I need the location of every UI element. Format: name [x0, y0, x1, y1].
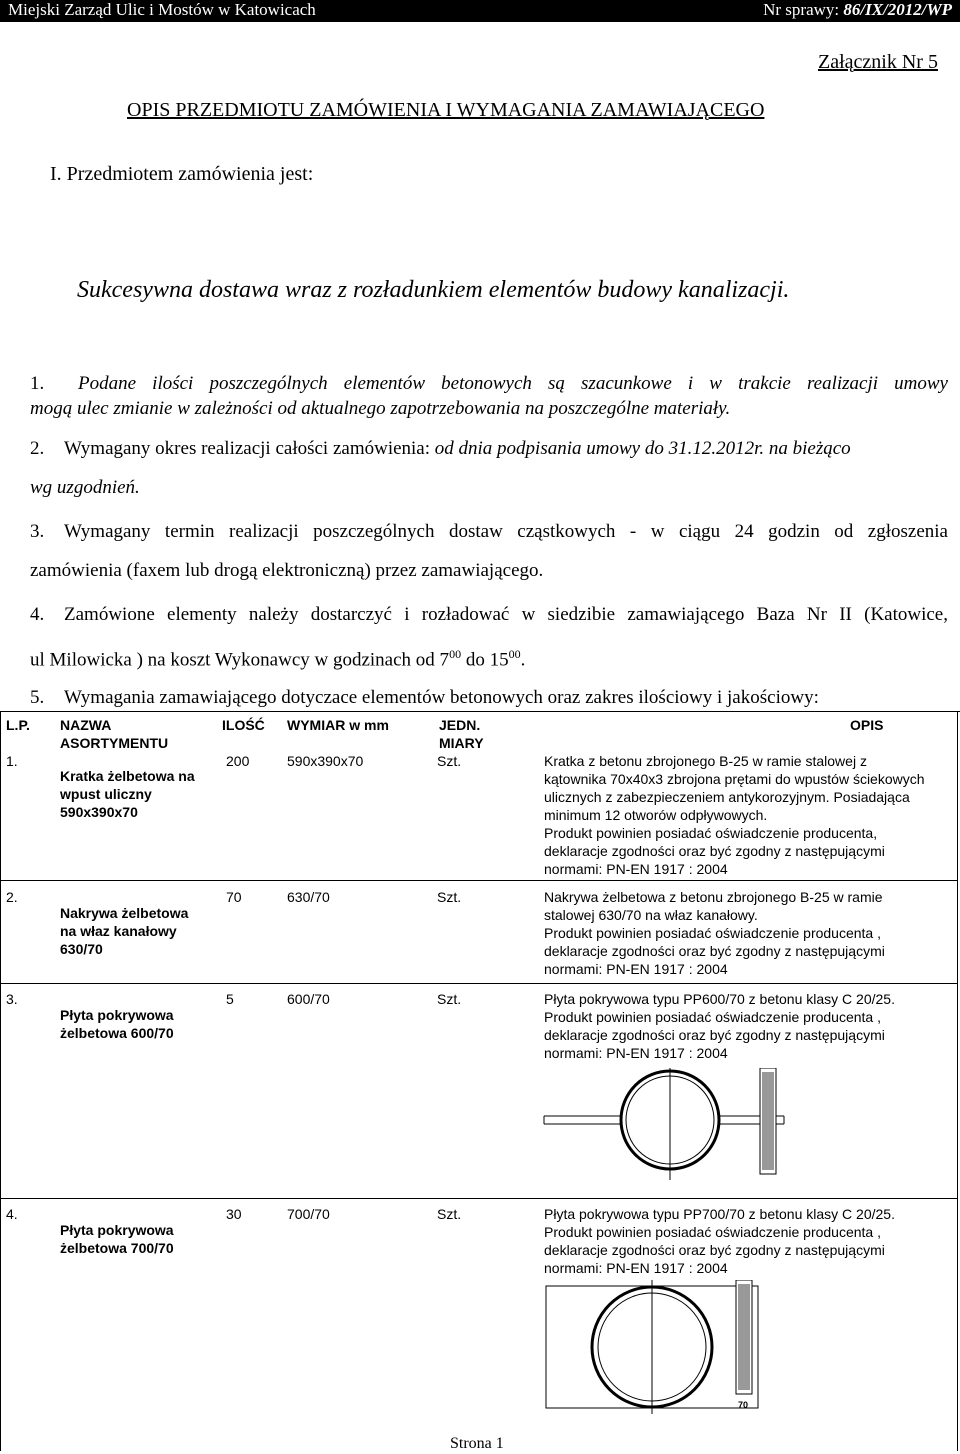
point-3-number: 3.	[30, 521, 45, 542]
row-2-lp: 2.	[6, 889, 18, 905]
point-1-line-1: Podane ilości poszczególnych elementów betonowych są szacunkowe i w trakcie realizacji umowy	[78, 373, 948, 394]
row-4-unit: Szt.	[437, 1206, 462, 1222]
row-4-name: Płyta pokrywowa żelbetowa 700/70	[60, 1222, 174, 1256]
page-title: OPIS PRZEDMIOTU ZAMÓWIENIA I WYMAGANIA ZAMAWIAJĄCEGO	[127, 99, 765, 121]
row-1-quantity: 200	[226, 753, 250, 769]
row-1-lp: 1.	[6, 753, 18, 769]
row-4-description: Płyta pokrywowa typu PP700/70 z betonu klasy C 20/25. Produkt powinien posiadać oświadczenie producenta , deklaracje zgodności oraz być zgodny z następującymi normami: PN-EN 1917 : 2004	[544, 1206, 895, 1276]
column-header-description: OPIS	[850, 717, 884, 733]
section-heading: I. Przedmiotem zamówienia jest:	[50, 163, 314, 185]
row-1-unit: Szt.	[437, 753, 462, 769]
page-number: Strona 1	[450, 1435, 504, 1452]
point-1-number: 1.	[30, 373, 45, 394]
row-1-dimension: 590x390x70	[287, 753, 364, 769]
point-3-line-1: Wymagany termin realizacji poszczególnych dostaw cząstkowych - w ciągu 24 godzin od zgłoszenia	[64, 521, 948, 542]
row-2-quantity: 70	[226, 889, 242, 905]
attachment-label: Załącznik Nr 5	[818, 51, 938, 73]
point-5-number: 5.	[30, 687, 45, 708]
header-case-number: Nr sprawy: 86/IX/2012/WP	[763, 0, 952, 19]
point-4-number: 4.	[30, 604, 45, 625]
plate-700-drawing	[540, 1280, 790, 1415]
row-3-quantity: 5	[226, 991, 234, 1007]
row-2-unit: Szt.	[437, 889, 462, 905]
row-3-dimension: 600/70	[287, 991, 330, 1007]
column-header-name: NAZWA ASORTYMENTU	[60, 717, 169, 751]
point-2-line-1: Wymagany okres realizacji całości zamówienia: od dnia podpisania umowy do 31.12.2012r. na bieżąco	[64, 438, 851, 459]
section-thickness-label: 70	[738, 1400, 749, 1410]
table-right-border	[957, 711, 958, 1451]
row-3-unit: Szt.	[437, 991, 462, 1007]
row-divider	[0, 880, 958, 881]
point-2-line-2: wg uzgodnień.	[30, 477, 140, 498]
order-subject: Sukcesywna dostawa wraz z rozładunkiem elementów budowy kanalizacji.	[77, 277, 790, 303]
row-3-description: Płyta pokrywowa typu PP600/70 z betonu klasy C 20/25. Produkt powinien posiadać oświadczenie producenta , deklaracje zgodności oraz być zgodny z następującymi normami: PN-EN 1917 : 2004	[544, 991, 895, 1061]
row-divider	[0, 983, 958, 984]
row-divider	[0, 1198, 958, 1199]
row-2-description: Nakrywa żelbetowa z betonu zbrojonego B-25 w ramie stalowej 630/70 na właz kanałowy. Produkt powinien posiadać oświadczenie producenta , deklaracje zgodności oraz być zgodny z następującymi normami: PN-EN 1917 : 2004	[544, 889, 885, 977]
row-3-name: Płyta pokrywowa żelbetowa 600/70	[60, 1007, 174, 1041]
row-2-dimension: 630/70	[287, 889, 330, 905]
plate-section-hatch	[762, 1072, 774, 1170]
point-5-text: Wymagania zamawiającego dotyczace elementów betonowych oraz zakres ilościowy i jakościowy:	[64, 687, 819, 708]
row-4-dimension: 700/70	[287, 1206, 330, 1222]
column-header-dimension: WYMIAR w mm	[287, 717, 389, 733]
plate-section-hatch	[738, 1284, 750, 1390]
point-4-line-2: ul Milowicka ) na koszt Wykonawcy w godzinach od $7^{00}$ do $15^{00}$.	[30, 647, 526, 671]
column-header-unit: JEDN. MIARY	[439, 717, 484, 751]
column-header-lp: L.P.	[6, 717, 30, 733]
column-header-quantity: ILOŚĆ	[222, 717, 265, 733]
row-4-quantity: 30	[226, 1206, 242, 1222]
point-4-line-1: Zamówione elementy należy dostarczyć i rozładować w siedzibie zamawiającego Baza Nr II (Katowice,	[64, 604, 948, 625]
row-1-name: Kratka żelbetowa na wpust uliczny 590x390x70	[60, 768, 195, 820]
plate-600-drawing	[540, 1068, 790, 1183]
row-2-name: Nakrywa żelbetowa na właz kanałowy 630/70	[60, 905, 189, 957]
point-1-line-2: mogą ulec zmianie w zależności od aktualnego zapotrzebowania na poszczególne materiały.	[30, 398, 731, 419]
point-3-line-2: zamówienia (faxem lub drogą elektroniczną) przez zamawiającego.	[30, 560, 544, 581]
row-3-lp: 3.	[6, 991, 18, 1007]
row-4-lp: 4.	[6, 1206, 18, 1222]
table-left-border	[0, 711, 1, 1451]
point-2-number: 2.	[30, 438, 45, 459]
row-1-description: Kratka z betonu zbrojonego B-25 w ramie stalowej z kątownika 70x40x3 zbrojona prętami do wpustów ściekowych ulicznych z zabezpieczeniem antykorozyjnym. Posiadająca minimum 12 otworów odpływowych. Produkt powinien posiadać oświadczenie producenta, deklaracje zgodności oraz być zgodny z następującymi normami: PN-EN 1917 : 2004	[544, 753, 925, 877]
header-institution: Miejski Zarząd Ulic i Mostów w Katowicach	[8, 0, 316, 19]
table-top-border	[0, 711, 960, 712]
document-header	[0, 0, 960, 22]
